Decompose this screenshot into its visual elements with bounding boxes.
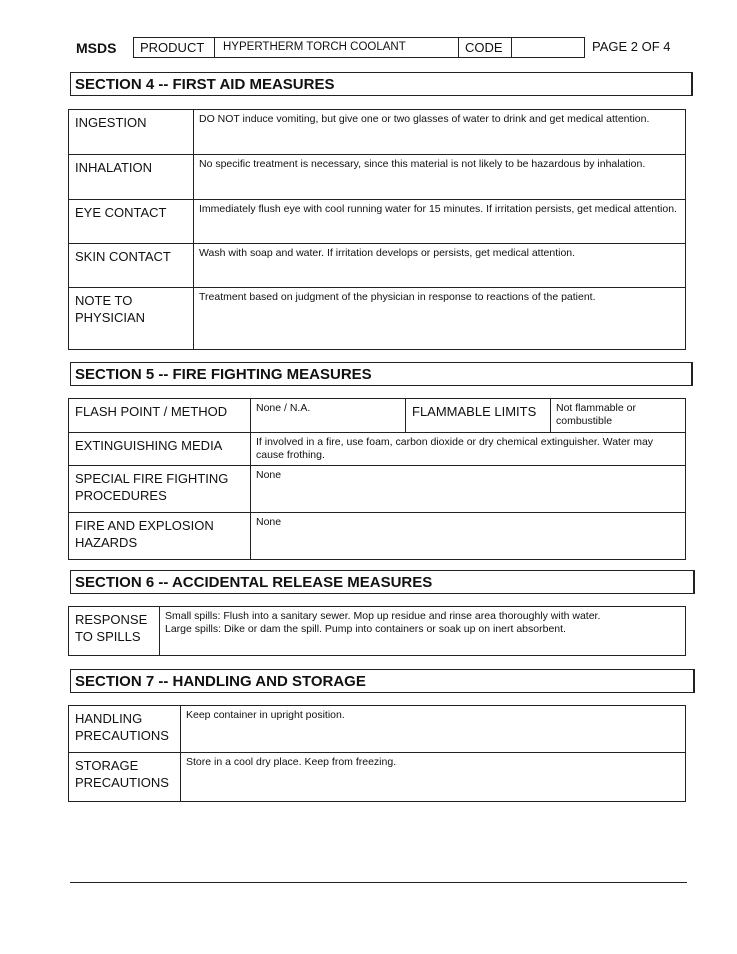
table-row bbox=[69, 399, 686, 433]
handling-label: HANDLING PRECAUTIONS bbox=[69, 706, 181, 753]
storage-label: STORAGE PRECAUTIONS bbox=[69, 753, 181, 802]
table-row bbox=[69, 433, 686, 466]
skin-contact-label: SKIN CONTACT bbox=[69, 244, 194, 288]
explosion-hazards-value: None bbox=[251, 513, 686, 560]
eye-contact-value: Immediately flush eye with cool running water for 15 minutes. If irritation persists, get medical attention. bbox=[194, 200, 686, 244]
first-aid-table bbox=[68, 109, 686, 350]
flash-point-value: None / N.A. bbox=[251, 399, 406, 433]
fire-fighting-table bbox=[68, 398, 686, 560]
table-row bbox=[69, 607, 686, 656]
msds-label: MSDS bbox=[76, 40, 117, 56]
page-number: PAGE 2 OF 4 bbox=[592, 39, 671, 54]
footer-rule bbox=[70, 882, 687, 883]
note-to-physician-label: NOTE TO PHYSICIAN bbox=[69, 288, 194, 350]
table-row bbox=[69, 513, 686, 560]
section-6-title: SECTION 6 -- ACCIDENTAL RELEASE MEASURES bbox=[70, 570, 695, 594]
flammable-limits-label: FLAMMABLE LIMITS bbox=[406, 399, 551, 433]
ingestion-value: DO NOT induce vomiting, but give one or two glasses of water to drink and get medical attention. bbox=[194, 110, 686, 155]
table-row bbox=[69, 706, 686, 753]
handling-value: Keep container in upright position. bbox=[181, 706, 686, 753]
code-label: CODE bbox=[458, 37, 512, 58]
explosion-hazards-label: FIRE AND EXPLOSION HAZARDS bbox=[69, 513, 251, 560]
flammable-limits-value: Not flammable or combustible bbox=[551, 399, 686, 433]
ingestion-label: INGESTION bbox=[69, 110, 194, 155]
table-row bbox=[69, 155, 686, 200]
section-7-title: SECTION 7 -- HANDLING AND STORAGE bbox=[70, 669, 695, 693]
response-to-spills-label: RESPONSE TO SPILLS bbox=[69, 607, 160, 656]
inhalation-label: INHALATION bbox=[69, 155, 194, 200]
table-row bbox=[69, 288, 686, 350]
small-spills-text: Small spills: Flush into a sanitary sewer. Mop up residue and rinse area thoroughly with water. bbox=[165, 610, 601, 622]
table-row bbox=[69, 753, 686, 802]
inhalation-value: No specific treatment is necessary, since this material is not likely to be hazardous by inhalation. bbox=[194, 155, 686, 200]
eye-contact-label: EYE CONTACT bbox=[69, 200, 194, 244]
extinguishing-media-value: If involved in a fire, use foam, carbon dioxide or dry chemical extinguisher. Water may cause frothing. bbox=[251, 433, 686, 466]
section-4-title: SECTION 4 -- FIRST AID MEASURES bbox=[70, 72, 693, 96]
extinguishing-media-label: EXTINGUISHING MEDIA bbox=[69, 433, 251, 466]
special-procedures-label: SPECIAL FIRE FIGHTING PROCEDURES bbox=[69, 466, 251, 513]
product-value: HYPERTHERM TORCH COOLANT bbox=[214, 37, 459, 58]
table-row bbox=[69, 200, 686, 244]
flash-point-label: FLASH POINT / METHOD bbox=[69, 399, 251, 433]
product-label: PRODUCT bbox=[133, 37, 215, 58]
storage-value: Store in a cool dry place. Keep from freezing. bbox=[181, 753, 686, 802]
table-row bbox=[69, 466, 686, 513]
code-value bbox=[511, 37, 585, 58]
handling-table bbox=[68, 705, 686, 802]
special-procedures-value: None bbox=[251, 466, 686, 513]
note-to-physician-value: Treatment based on judgment of the physician in response to reactions of the patient. bbox=[194, 288, 686, 350]
skin-contact-value: Wash with soap and water. If irritation develops or persists, get medical attention. bbox=[194, 244, 686, 288]
table-row bbox=[69, 110, 686, 155]
response-to-spills-value bbox=[160, 607, 686, 656]
section-5-title: SECTION 5 -- FIRE FIGHTING MEASURES bbox=[70, 362, 693, 386]
large-spills-text: Large spills: Dike or dam the spill. Pump into containers or soak up on inert absorbent. bbox=[165, 623, 566, 635]
release-table bbox=[68, 606, 686, 656]
table-row bbox=[69, 244, 686, 288]
